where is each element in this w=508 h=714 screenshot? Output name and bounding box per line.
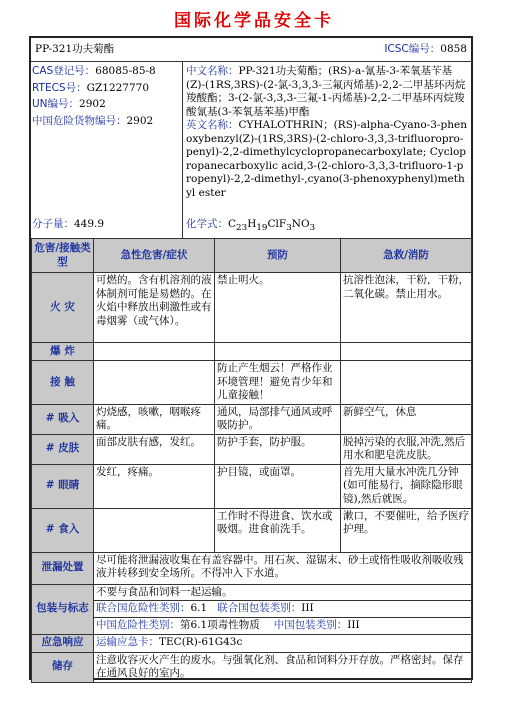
- names-column: [186, 65, 468, 200]
- id-divider: [182, 61, 183, 238]
- cas-label: CAS登记号：: [32, 65, 96, 77]
- formula-clf: ClF: [267, 218, 287, 230]
- row-prevent: 工作时不得进食、饮水或吸烟。进食前洗手。: [215, 508, 341, 552]
- icsc-value: 0858: [440, 43, 467, 55]
- card-title: 国际化学品安全卡: [174, 11, 334, 31]
- id-column: [32, 65, 182, 128]
- row-prevent: 禁止明火。: [215, 273, 341, 343]
- row-type-eyes: # 眼睛: [32, 464, 94, 508]
- mw-value: 449.9: [74, 218, 105, 230]
- rtecs-value: GZ1227770: [86, 81, 150, 94]
- emergency-card-value: TEC(R)-61G43c: [159, 635, 243, 648]
- row-type-explosion: 爆 炸: [32, 343, 94, 361]
- packaging-row: [32, 584, 472, 634]
- cn-pack-group-label: 中国包装类别：: [273, 618, 348, 631]
- row-prevent: 通风，局部排气通风或呼吸防护。: [215, 404, 341, 434]
- row-aid: 漱口，不要催吐，给予医疗护理。: [341, 508, 472, 552]
- chinese-name: [186, 65, 468, 119]
- icsc-label: ICSC编号：: [384, 43, 441, 55]
- row-type-ingestion: # 食入: [32, 508, 94, 552]
- un-pack-group-value: III: [301, 602, 314, 614]
- molecular-weight: [32, 218, 104, 232]
- row-aid: 脱掉污染的衣服,冲洗,然后用水和肥皂洗皮肤。: [341, 434, 472, 464]
- un-value: 2902: [79, 98, 106, 110]
- un-number: [32, 98, 182, 112]
- formula-h: H: [247, 218, 257, 230]
- cn-label: 中文名称：: [186, 65, 239, 77]
- formula-label: 化学式：: [186, 218, 228, 230]
- china-label: 中国危险货物编号：: [32, 114, 127, 127]
- storage-row: [32, 652, 472, 682]
- row-aid: [341, 343, 472, 361]
- leak-text: 尽可能将泄漏液收集在有盖容器中。用石灰、湿锯末、砂土或惰性吸收剂吸收残液并转移到安全场所。不得冲入下水道。: [94, 552, 472, 584]
- china-number: [32, 115, 182, 129]
- formula-sub-1: 23: [236, 223, 248, 234]
- cn-hazard-class-value: 第6.1项毒性物质: [180, 618, 260, 631]
- chemical-formula: [186, 218, 315, 236]
- packaging-line1: 不要与食品和饲料一起运输。: [94, 585, 471, 602]
- packaging-line3: [94, 618, 471, 634]
- table-row: [32, 343, 472, 361]
- table-row: [32, 404, 472, 434]
- cas-number: [32, 65, 182, 79]
- header-divider: [31, 61, 471, 62]
- row-hazard: [94, 343, 215, 361]
- row-hazard: 可燃的。含有机溶剂的液体制剂可能是易燃的。在火焰中释放出刺激性或有毒烟雾（或气体）。: [94, 273, 215, 343]
- china-value: 2902: [126, 114, 154, 127]
- row-hazard: 灼烧感，咳嗽，咽喉疼痛。: [94, 404, 215, 434]
- formula-sub-4: 3: [309, 223, 316, 234]
- mw-label: 分子量：: [32, 218, 74, 230]
- row-type-contact: 接 触: [32, 361, 94, 405]
- row-prevent: 护目镜，或面罩。: [215, 464, 341, 508]
- formula-no: NO: [291, 218, 310, 230]
- row-type-inhalation: # 吸入: [32, 404, 94, 434]
- row-aid: 抗溶性泡沫，干粉，干粉，二氧化碳。禁止用水。: [341, 273, 472, 343]
- emergency-label: 应急响应: [32, 634, 94, 652]
- row-aid: [341, 361, 472, 405]
- en-label: 英文名称：: [186, 119, 239, 131]
- row-hazard: [94, 361, 215, 405]
- emergency-row: [32, 634, 472, 652]
- emergency-content: [94, 634, 472, 652]
- row-type-skin: # 皮肤: [32, 434, 94, 464]
- cas-value: 68085-85-8: [95, 65, 156, 77]
- row-aid: 新鲜空气，休息: [341, 404, 472, 434]
- row-prevent: 防止产生烟云！严格作业环境管理！避免青少年和儿童接触！: [215, 361, 341, 405]
- safety-card: [29, 36, 473, 680]
- table-row: [32, 464, 472, 508]
- packaging-line2: [94, 601, 471, 618]
- row-hazard: 面部皮肤有感，发红。: [94, 434, 215, 464]
- english-name: [186, 119, 468, 200]
- cn-value: PP-321功夫菊酯；(RS)-a-氰基-3-苯氧基苄基(Z)-(1RS,3RS)-(2-氯-3,3,3-三氟丙烯基)-2,2-二甲基环丙烷羧酸酯；3-(2-氯-3,3,3-三氟-1-丙烯基)-2,2-二甲基环丙烷羧酸氰基(3-苯氧基苯基)甲酯: [186, 65, 466, 118]
- formula-c: C: [228, 218, 237, 230]
- storage-text: 注意收容灭火产生的废水。与强氧化剂、食品和饲料分开存放。严格密封。保存在通风良好的室内。: [94, 652, 472, 682]
- row-prevent: 防护手套，防护服。: [215, 434, 341, 464]
- un-label: UN编号：: [32, 98, 80, 110]
- leak-row: [32, 552, 472, 584]
- leak-label: 泄漏处置: [32, 552, 94, 584]
- packaging-content: [94, 584, 472, 634]
- col-prevent-header: 预防: [215, 239, 341, 273]
- row-hazard: 发红，疼痛。: [94, 464, 215, 508]
- un-hazard-class-label: 联合国危险性类别：: [96, 602, 191, 614]
- hazard-table: [31, 238, 472, 683]
- row-type-fire: 火 灾: [32, 273, 94, 343]
- un-hazard-class-value: 6.1: [190, 602, 208, 614]
- rtecs-number: [32, 82, 182, 96]
- col-type-header: 危害/接触类型: [32, 239, 94, 273]
- table-header-row: [32, 239, 472, 273]
- table-row: [32, 273, 472, 343]
- packaging-label: 包装与标志: [32, 584, 94, 634]
- row-aid: 首先用大量水冲洗几分钟(如可能易行，摘除隐形眼镜),然后就医。: [341, 464, 472, 508]
- un-pack-group-label: 联合国包装类别：: [217, 602, 302, 614]
- row-prevent: [215, 343, 341, 361]
- rtecs-label: RTECS号：: [32, 81, 87, 94]
- storage-label: 储存: [32, 652, 94, 682]
- table-row: [32, 361, 472, 405]
- cn-hazard-class-label: 中国危险性类别：: [96, 618, 180, 631]
- icsc-number: [384, 43, 467, 57]
- product-name: PP-321功夫菊酯: [35, 43, 115, 55]
- table-row: [32, 434, 472, 464]
- col-aid-header: 急救/消防: [341, 239, 472, 273]
- col-hazard-header: 急性危害/症状: [94, 239, 215, 273]
- row-hazard: [94, 508, 215, 552]
- formula-sub-3: 3: [286, 223, 292, 234]
- formula-sub-2: 19: [256, 223, 268, 234]
- emergency-card-label: 运输应急卡：: [96, 635, 159, 648]
- cn-pack-group-value: III: [347, 618, 360, 631]
- table-row: [32, 508, 472, 552]
- en-value: CYHALOTHRIN；(RS)-alpha-Cyano-3-phenoxybenzyl(Z)-(1RS,3RS)-(2-chloro-3,3,3-trifluoropro-penyl)-2,2-dimethylcyclopropanecarboxylate; Cyclopropanecarboxylic acid,3-(2-chloro-3,3,3-trifluoro-1-propenyl)-2,2-dimethyl-,cyano(3-phenoxyphenyl)methyl ester: [186, 119, 467, 199]
